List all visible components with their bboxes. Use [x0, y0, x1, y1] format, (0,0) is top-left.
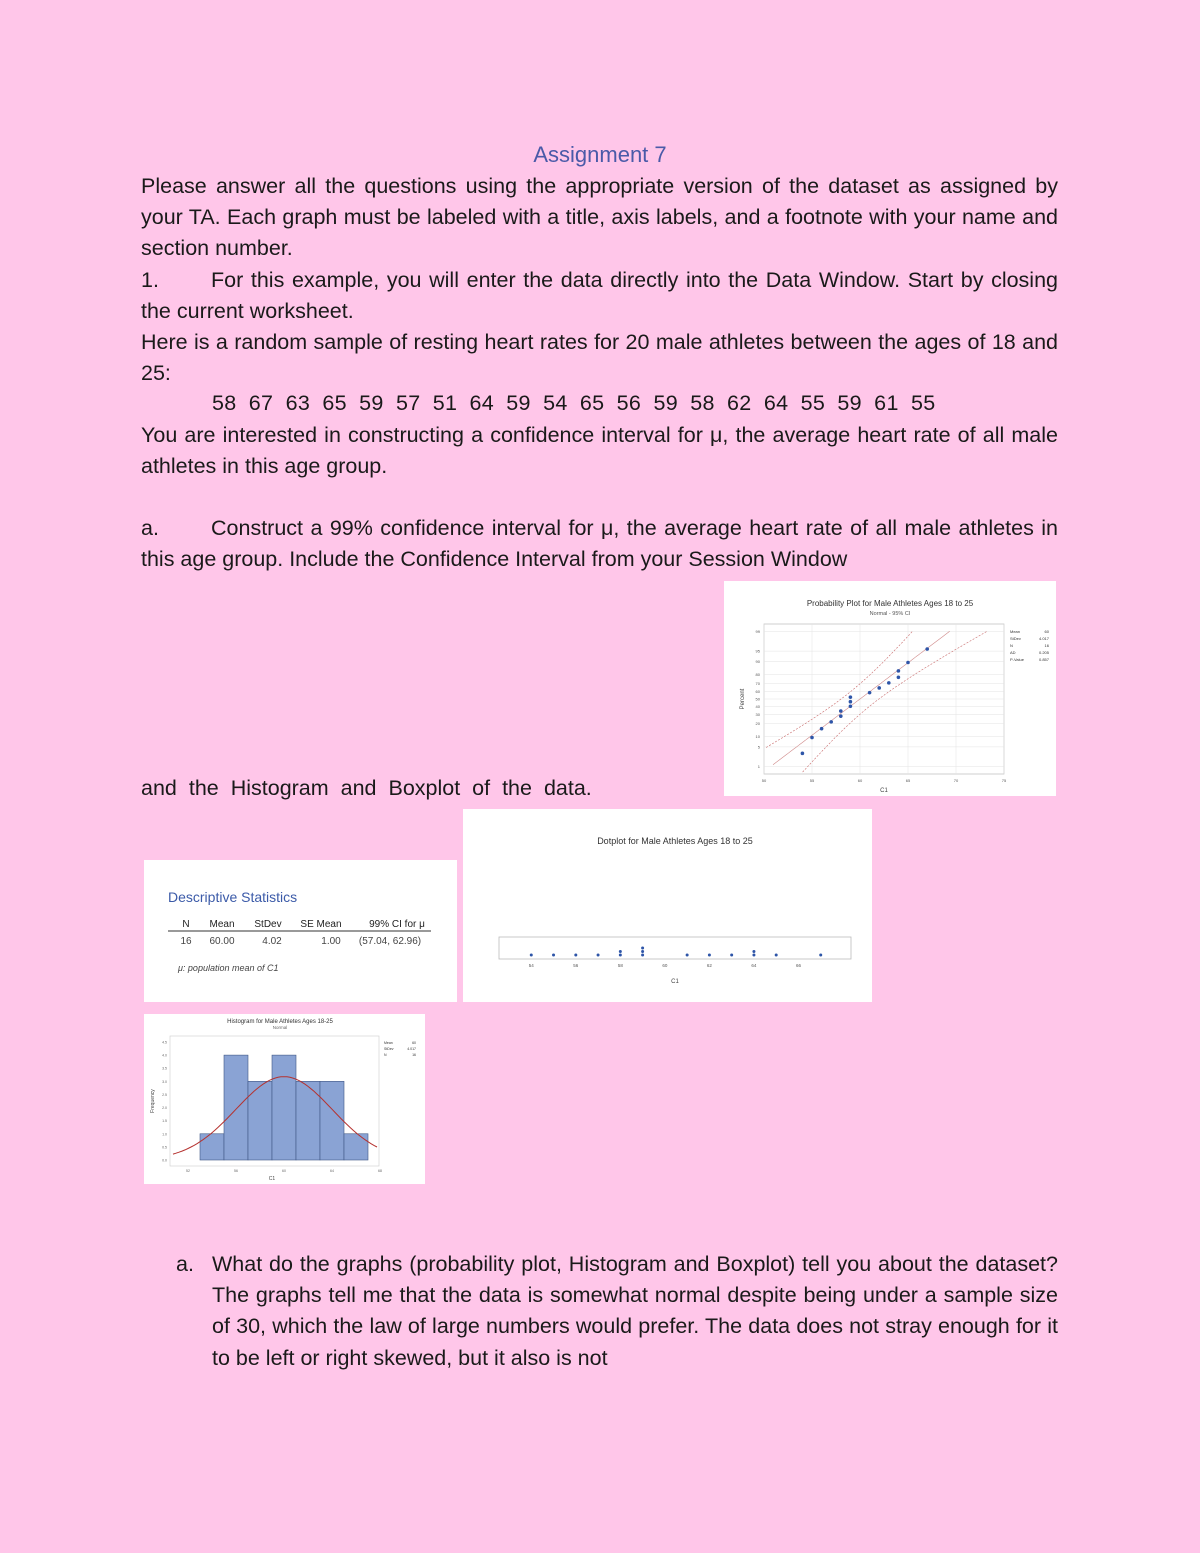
prob-point — [897, 669, 901, 673]
dotplot-point — [730, 954, 733, 957]
histogram-y-tick: 4.0 — [162, 1053, 167, 1058]
prob-x-tick: 65 — [905, 778, 911, 783]
dotplot-point — [597, 954, 600, 957]
histogram-legend-key: Mean — [384, 1041, 393, 1045]
histogram-legend-value: 16 — [412, 1053, 416, 1057]
histogram-y-tick: 2.5 — [162, 1092, 167, 1097]
prob-point — [868, 691, 872, 695]
dotplot-title: Dotplot for Male Athletes Ages 18 to 25 — [597, 836, 753, 846]
prob-legend-value: 0.857 — [1038, 657, 1049, 662]
prob-x-tick: 50 — [761, 778, 767, 783]
prob-x-tick: 60 — [857, 778, 863, 783]
prob-ci-upper-band — [766, 631, 912, 747]
prob-point — [906, 661, 910, 665]
dotplot-point — [552, 954, 555, 957]
part-a — [141, 513, 1058, 575]
prob-x-tick: 70 — [953, 778, 959, 783]
prob-point — [839, 709, 843, 713]
answer-a-label: a. — [176, 1252, 194, 1276]
histogram-x-tick: 64 — [330, 1169, 334, 1173]
desc-val-semean: 1.00 — [321, 936, 341, 947]
histogram-x-tick: 60 — [282, 1169, 286, 1173]
dotplot-point — [619, 954, 622, 957]
part-a-label: a. — [141, 516, 159, 540]
prob-y-tick: 90 — [755, 659, 760, 665]
prob-point — [897, 675, 901, 679]
prob-plot-subtitle: Normal - 95% CI — [869, 611, 911, 617]
desc-col-ci: 99% CI for μ — [369, 919, 425, 930]
dotplot-point — [619, 950, 622, 953]
dotplot — [463, 809, 872, 1002]
desc-col-semean: SE Mean — [300, 919, 342, 930]
histogram-legend-value: 4.017 — [407, 1047, 416, 1051]
dotplot-frame — [499, 937, 851, 959]
part-a-continued: and the Histogram and Boxplot of the data. — [141, 776, 592, 800]
dotplot-x-tick: 60 — [662, 963, 668, 968]
desc-col-n: N — [182, 919, 190, 930]
dotplot-point — [752, 954, 755, 957]
desc-val-n: 16 — [180, 936, 192, 947]
dotplot-point — [819, 954, 822, 957]
prob-legend-value: 16 — [1044, 643, 1049, 648]
histogram-card — [144, 1014, 425, 1184]
intro-paragraph: Please answer all the questions using the appropriate version of the dataset as assigned by your TA. Each graph must be labeled with a title, axis labels, and a footnote with your name and section number. — [141, 174, 1058, 261]
prob-legend-value: 4.017 — [1038, 636, 1049, 641]
prob-legend-key: P-Value — [1010, 657, 1024, 662]
dotplot-card — [463, 809, 872, 1002]
prob-y-tick: 5 — [757, 744, 760, 750]
histogram-x-tick: 68 — [378, 1169, 382, 1173]
prob-legend-key: AD — [1010, 650, 1016, 655]
answer-a — [176, 1249, 1058, 1370]
prob-point — [887, 681, 891, 685]
dotplot-point — [641, 950, 644, 953]
histogram-bar — [200, 1134, 224, 1160]
dotplot-point — [530, 954, 533, 957]
dotplot-point — [641, 947, 644, 950]
histogram-legend-key: StDev — [384, 1047, 394, 1051]
prob-plot-ylabel: Percent — [740, 688, 746, 710]
descriptive-heading: Descriptive Statistics — [168, 889, 298, 905]
data-values: 58 67 63 65 59 57 51 64 59 54 65 56 59 58 62 64 55 59 61 55 — [212, 391, 936, 415]
question-1 — [141, 265, 1058, 327]
prob-y-tick: 95 — [755, 648, 760, 654]
prob-ci-lower-band — [803, 631, 987, 772]
prob-y-tick: 99 — [755, 628, 760, 634]
histogram-legend-key: N — [384, 1053, 387, 1057]
prob-point — [829, 720, 833, 724]
histogram-y-tick: 0.0 — [162, 1158, 167, 1163]
dotplot-point — [574, 954, 577, 957]
histogram-y-tick: 1.0 — [162, 1132, 167, 1137]
histogram-x-tick: 56 — [234, 1169, 238, 1173]
prob-plot-xlabel: C1 — [880, 788, 888, 794]
prob-y-tick: 40 — [755, 703, 760, 709]
prob-point — [849, 705, 853, 709]
desc-col-stdev: StDev — [254, 919, 282, 930]
descriptive-note: μ: population mean of C1 — [178, 963, 279, 973]
histogram-legend-value: 60 — [412, 1041, 416, 1045]
desc-val-ci: (57.04, 62.96) — [358, 936, 422, 947]
prob-point — [849, 700, 853, 704]
sample-intro: Here is a random sample of resting heart rates for 20 male athletes between the ages of 18 and 25: — [141, 330, 1058, 386]
prob-legend-key: N — [1010, 643, 1013, 648]
prob-legend-value: 60 — [1044, 629, 1049, 634]
histogram-bar — [272, 1055, 296, 1160]
histogram-bar — [344, 1134, 368, 1160]
histogram — [144, 1014, 425, 1184]
dotplot-x-tick: 66 — [795, 963, 801, 968]
histogram-ylabel: Frequency — [150, 1089, 156, 1113]
prob-y-tick: 30 — [755, 711, 760, 717]
histogram-title: Histogram for Male Athletes Ages 18-25 — [227, 1019, 333, 1025]
histogram-subtitle: Normal — [272, 1025, 288, 1030]
interest-paragraph: You are interested in constructing a confidence interval for μ, the average heart rate of all male athletes in this age group. — [141, 423, 1058, 479]
dotplot-x-tick: 62 — [706, 963, 712, 968]
prob-plot-title: Probability Plot for Male Athletes Ages 18 to 25 — [806, 599, 974, 608]
prob-point — [877, 686, 881, 690]
dotplot-point — [752, 950, 755, 953]
prob-x-tick: 75 — [1001, 778, 1007, 783]
desc-val-stdev: 4.02 — [262, 936, 282, 947]
dotplot-x-tick: 58 — [617, 963, 623, 968]
dotplot-point — [708, 954, 711, 957]
dotplot-x-tick: 56 — [573, 963, 579, 968]
histogram-y-tick: 3.5 — [162, 1066, 167, 1071]
histogram-bar — [320, 1081, 344, 1160]
dotplot-xlabel: C1 — [671, 979, 679, 985]
prob-point — [801, 752, 805, 756]
prob-y-tick: 60 — [755, 689, 760, 695]
probability-plot-card — [724, 581, 1056, 796]
dotplot-x-tick: 54 — [528, 963, 534, 968]
prob-y-tick: 80 — [755, 671, 760, 677]
prob-x-tick: 55 — [809, 778, 815, 783]
answer-a-text: What do the graphs (probability plot, Histogram and Boxplot) tell you about the dataset? The graphs tell me that the data is somewhat normal despite being under a sample size of 30, which the law of large numbers would prefer. The data does not stray enough for it to be left or right skewed, but it also is not — [212, 1252, 1058, 1370]
prob-point — [925, 647, 929, 651]
histogram-y-tick: 0.5 — [162, 1145, 167, 1150]
prob-y-tick: 10 — [755, 733, 760, 739]
histogram-xlabel: C1 — [268, 1176, 276, 1182]
prob-y-tick: 70 — [755, 681, 760, 687]
prob-point — [849, 695, 853, 699]
part-a-text: Construct a 99% confidence interval for μ, the average heart rate of all male athletes in this age group. Include the Confidence Interval from your Session Window — [141, 516, 1058, 572]
prob-point — [810, 736, 814, 740]
histogram-y-tick: 4.5 — [162, 1040, 167, 1045]
desc-val-mean: 60.00 — [209, 936, 235, 947]
descriptive-stats — [144, 860, 457, 1002]
prob-legend-key: Mean — [1010, 629, 1021, 634]
dotplot-point — [775, 954, 778, 957]
dotplot-point — [686, 954, 689, 957]
prob-y-tick: 20 — [755, 721, 760, 727]
prob-y-tick: 1 — [757, 764, 760, 770]
histogram-y-tick: 2.0 — [162, 1106, 167, 1111]
probability-plot — [724, 581, 1056, 796]
prob-point — [839, 714, 843, 718]
descriptive-stats-card — [144, 860, 457, 1002]
question-1-text: For this example, you will enter the data directly into the Data Window. Start by closing the current worksheet. — [141, 268, 1058, 324]
histogram-bar — [224, 1055, 248, 1160]
prob-legend-key: StDev — [1010, 636, 1021, 641]
desc-col-mean: Mean — [209, 919, 235, 930]
prob-point — [820, 727, 824, 731]
question-1-number: 1. — [141, 268, 159, 292]
dotplot-point — [641, 954, 644, 957]
page-title: Assignment 7 — [533, 142, 667, 167]
histogram-x-tick: 52 — [186, 1169, 190, 1173]
dotplot-x-tick: 64 — [751, 963, 757, 968]
prob-y-tick: 50 — [755, 696, 760, 702]
prob-legend-value: 0.205 — [1038, 650, 1049, 655]
histogram-y-tick: 1.5 — [162, 1119, 167, 1124]
histogram-y-tick: 3.0 — [162, 1079, 167, 1084]
